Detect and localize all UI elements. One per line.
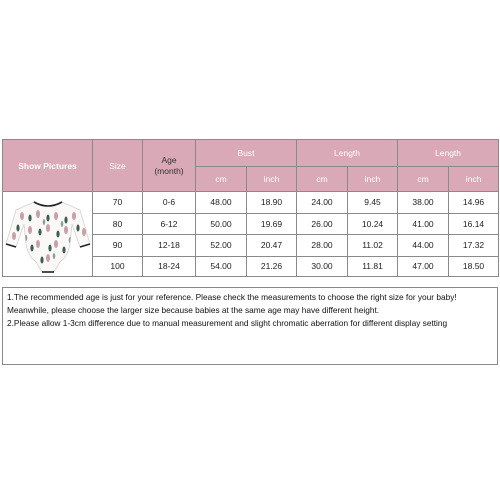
product-picture-cell	[3, 192, 93, 277]
age-cell: 12-18	[143, 235, 196, 257]
header-length2-inch: inch	[449, 167, 499, 192]
bust-inch-cell: 18.90	[247, 192, 297, 214]
header-show-pictures: Show Pictures	[3, 140, 93, 192]
length1-cm-cell: 24.00	[297, 192, 348, 214]
header-size: Size	[93, 140, 143, 192]
age-cell: 6-12	[143, 213, 196, 235]
bust-inch-cell: 21.26	[247, 256, 297, 277]
size-cell: 90	[93, 235, 143, 257]
size-cell: 80	[93, 213, 143, 235]
size-cell: 70	[93, 192, 143, 214]
header-length1-cm: cm	[297, 167, 348, 192]
bust-cm-cell: 52.00	[196, 235, 247, 257]
table-row	[3, 192, 499, 214]
size-cell: 100	[93, 256, 143, 277]
length2-inch-cell: 14.96	[449, 192, 499, 214]
note-age-reference: 1.The recommended age is just for your reference. Please check the measurements to choose the right size for your baby!	[7, 292, 457, 302]
length2-inch-cell: 18.50	[449, 256, 499, 277]
header-bust-inch: inch	[247, 167, 297, 192]
length2-cm-cell: 41.00	[398, 213, 449, 235]
length1-cm-cell: 28.00	[297, 235, 348, 257]
size-notes-box	[2, 287, 498, 365]
bust-inch-cell: 20.47	[247, 235, 297, 257]
header-bust-cm: cm	[196, 167, 247, 192]
bust-cm-cell: 54.00	[196, 256, 247, 277]
length2-inch-cell: 16.14	[449, 213, 499, 235]
length2-inch-cell: 17.32	[449, 235, 499, 257]
length1-cm-cell: 30.00	[297, 256, 348, 277]
length1-inch-cell: 11.02	[348, 235, 398, 257]
bust-cm-cell: 48.00	[196, 192, 247, 214]
note-measurement-difference: 2.Please allow 1-3cm difference due to manual measurement and slight chromatic aberration for different display setting	[7, 318, 448, 328]
header-age: Age (month)	[143, 140, 196, 192]
header-bust: Bust	[196, 140, 297, 167]
age-cell: 0-6	[143, 192, 196, 214]
length2-cm-cell: 47.00	[398, 256, 449, 277]
length1-cm-cell: 26.00	[297, 213, 348, 235]
header-length-2: Length	[398, 140, 499, 167]
length1-inch-cell: 9.45	[348, 192, 398, 214]
length1-inch-cell: 10.24	[348, 213, 398, 235]
length1-inch-cell: 11.81	[348, 256, 398, 277]
bust-inch-cell: 19.69	[247, 213, 297, 235]
header-length2-cm: cm	[398, 167, 449, 192]
header-length1-inch: inch	[348, 167, 398, 192]
size-chart-table	[2, 139, 499, 277]
length2-cm-cell: 44.00	[398, 235, 449, 257]
note-larger-size: Meanwhile, please choose the larger size because babies at the same age may have different height.	[7, 305, 380, 315]
baby-bodysuit-image	[4, 192, 92, 274]
bust-cm-cell: 50.00	[196, 213, 247, 235]
age-cell: 18-24	[143, 256, 196, 277]
length2-cm-cell: 38.00	[398, 192, 449, 214]
header-length-1: Length	[297, 140, 398, 167]
